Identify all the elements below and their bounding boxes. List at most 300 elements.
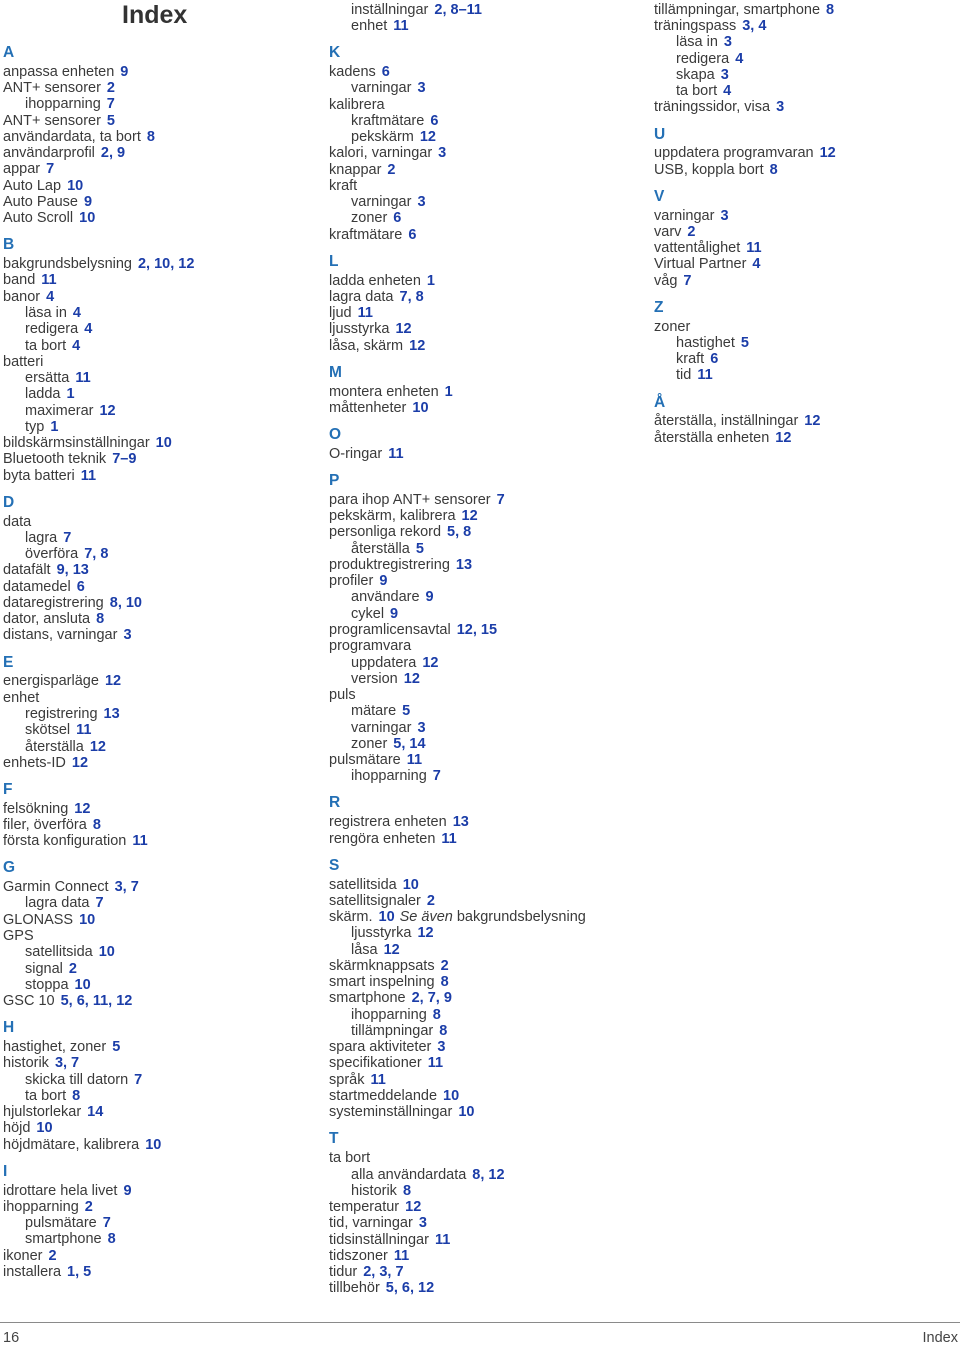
index-term: kalibrera [329,96,385,113]
index-entry [329,638,629,654]
index-term: ta bort [676,83,718,100]
index-page-numbers[interactable]: 1, 5 [67,1263,92,1280]
index-page-numbers[interactable]: 8 [72,1087,81,1104]
index-subentry [3,944,303,960]
index-term: användardata, ta bort [3,128,141,145]
index-page-numbers[interactable]: 7 [432,768,441,785]
index-subentry [3,96,303,112]
index-entry [654,18,954,34]
index-column-3 [654,2,954,446]
index-page-numbers[interactable]: 3 [418,1215,427,1232]
index-subentry [3,722,303,738]
index-page-numbers[interactable]: 2, 3, 7 [363,1264,404,1281]
index-term: band [3,272,36,289]
index-page-numbers[interactable]: 2 [48,1247,57,1264]
index-entry [3,928,303,944]
index-page-numbers[interactable]: 9 [425,589,434,606]
index-page-numbers[interactable]: 11 [388,445,404,462]
index-term: satellitsignaler [329,892,421,909]
index-term: rengöra enheten [329,830,436,847]
index-page-numbers[interactable]: 12 [383,941,400,958]
index-page-numbers[interactable]: 10 [412,399,429,416]
index-entry [3,514,303,530]
index-page-numbers[interactable]: 8 [92,816,101,833]
index-term: Auto Lap [3,177,62,194]
index-page-numbers[interactable]: 4 [723,83,732,100]
index-term: ersätta [25,370,70,387]
index-subentry [329,736,629,752]
page-title: Index [122,1,188,29]
index-term: återställa [351,540,410,557]
index-entry [329,1072,629,1088]
index-subentry [3,546,303,562]
index-term: para ihop ANT+ sensorer [329,491,491,508]
index-page-numbers[interactable]: 10 [67,177,84,194]
index-page-numbers[interactable]: 5 [740,334,749,351]
index-page-numbers[interactable]: 3 [417,80,426,97]
index-page-numbers[interactable]: 8 [826,1,835,18]
index-entry [654,224,954,240]
index-page-numbers[interactable]: 7 [63,529,72,546]
index-term: varningar [654,207,715,224]
index-page-numbers[interactable]: 10 [378,909,395,926]
index-page-numbers[interactable]: 7 [134,1071,143,1088]
index-page-numbers[interactable]: 9 [83,194,93,210]
index-page-numbers[interactable]: 8 [432,1006,441,1023]
index-entry [329,162,629,178]
index-letter-heading: E [3,653,14,671]
index-page-numbers[interactable]: 11 [132,833,148,850]
index-page-numbers[interactable]: 10 [402,876,419,893]
index-term: ANT+ sensorer [3,80,101,97]
index-page-numbers[interactable]: 11 [697,367,713,384]
index-page-numbers[interactable]: 5 [415,540,424,557]
index-term: ladda enheten [329,272,421,289]
index-term: banor [3,288,41,305]
index-term: vattentålighet [654,240,741,257]
index-page-numbers[interactable]: 8, 10 [109,594,142,611]
index-page-numbers[interactable]: 8 [439,1022,448,1039]
index-entry [3,113,303,129]
index-term: ljusstyrka [351,925,412,942]
index-entry [329,1232,629,1248]
index-page-numbers[interactable]: 11 [357,305,373,322]
index-term: enhets-ID [3,754,66,771]
index-term: idrottare hela livet [3,1182,118,1199]
index-page-numbers[interactable]: 12 [99,402,116,419]
index-letter-heading: Z [654,298,664,316]
index-page-numbers[interactable]: 9 [379,573,388,590]
index-subentry [3,530,303,546]
index-entry [3,1055,303,1071]
index-page-numbers[interactable]: 14 [87,1104,104,1121]
index-page-numbers[interactable]: 12 [419,129,436,146]
index-page-numbers[interactable]: 12 [405,1199,422,1216]
index-page-numbers[interactable]: 2 [426,892,435,909]
index-entry [3,435,303,451]
index-page-numbers[interactable]: 13 [455,556,473,573]
index-letter-heading: T [329,1130,339,1148]
index-page-numbers[interactable]: 12 [775,429,792,446]
index-subentry [654,67,954,83]
index-subentry [3,338,303,354]
index-page-numbers[interactable]: 7 [102,1215,111,1232]
index-term: tillämpningar, smartphone [654,1,821,18]
index-page-numbers[interactable]: 12 [819,145,836,162]
index-page-numbers[interactable]: 12 [461,508,478,525]
index-page-numbers[interactable]: 12 [403,670,420,687]
index-entry [3,912,303,928]
index-entry [329,1199,629,1215]
index-entry [3,80,303,96]
index-term: ihopparning [3,1198,79,1215]
index-term: datamedel [3,578,71,595]
index-page-numbers[interactable]: 12 [422,654,439,671]
index-term: Auto Pause [3,194,78,210]
index-entry [329,289,629,305]
index-page-numbers[interactable]: 4 [72,305,81,322]
index-letter-heading: A [3,43,15,61]
index-term: kalori, varningar [329,145,433,162]
index-subentry [3,419,303,435]
index-letter-heading: P [329,471,340,489]
index-page-numbers[interactable]: 11 [393,1247,410,1264]
footer-page-number: 16 [3,1330,20,1346]
index-page-numbers[interactable]: 11 [80,467,97,484]
index-entry [3,1104,303,1120]
index-term: cykel [351,605,385,622]
index-term: programlicensavtal [329,622,451,638]
index-page-numbers[interactable]: 2 [84,1198,93,1215]
index-page-numbers[interactable]: 3 [720,207,729,224]
index-page-numbers[interactable]: 11 [76,722,92,739]
index-page-numbers[interactable]: 6 [381,64,390,81]
index-term: ANT+ sensorer [3,112,101,129]
index-page-numbers[interactable]: 11 [75,370,91,387]
index-term: smart inspelning [329,974,435,991]
index-page-numbers[interactable]: 11 [427,1055,444,1072]
index-subentry [329,606,629,622]
index-letter-heading: L [329,252,339,270]
index-page-numbers[interactable]: 8, 12 [472,1166,505,1183]
index-page-numbers[interactable]: 11 [370,1071,386,1088]
index-page-numbers[interactable]: 10 [98,944,115,961]
index-page-numbers[interactable]: 11 [746,240,762,257]
index-term: startmeddelande [329,1088,438,1105]
index-entry [3,562,303,578]
index-page-numbers[interactable]: 3, 7 [114,879,139,896]
index-term: alla användardata [351,1166,467,1183]
index-page-numbers[interactable]: 3 [723,34,732,51]
index-page-numbers[interactable]: 3 [720,66,729,83]
index-page-numbers[interactable]: 7 [683,272,692,289]
index-term: ikoner [3,1247,43,1264]
index-page-numbers[interactable]: 2 [440,957,449,974]
index-page-numbers[interactable]: 3 [417,719,426,736]
index-entry [329,1055,629,1071]
index-page-numbers[interactable]: 8 [769,161,778,178]
index-term: varningar [351,80,412,97]
index-page-numbers[interactable]: 7, 8 [399,288,424,305]
index-page-numbers[interactable]: 13 [103,705,120,722]
index-page-numbers[interactable]: 4 [46,288,55,305]
index-page-numbers[interactable]: 2 [68,960,77,977]
index-page-numbers[interactable]: 5 [106,112,115,129]
index-page-numbers[interactable]: 4 [84,321,93,338]
index-letter-heading: I [3,1162,8,1180]
index-entry [329,273,629,289]
index-page-numbers[interactable]: 10 [458,1104,475,1121]
index-subentry [3,386,303,402]
index-page-numbers[interactable]: 9 [123,1182,132,1199]
index-page-numbers[interactable]: 11 [441,830,457,847]
index-entry [329,227,629,243]
index-column-1 [3,34,303,1280]
index-term: skapa [676,66,715,83]
index-page-numbers[interactable]: 12 [74,800,91,817]
see-also-term: bakgrundsbelysning [456,909,586,926]
index-page-numbers[interactable]: 12 [104,673,122,690]
index-subentry [329,703,629,719]
index-term: ladda [25,386,61,403]
index-term: stoppa [25,976,69,993]
index-subentry [329,129,629,145]
index-entry [329,1248,629,1264]
index-entry [329,446,629,462]
index-entry [329,877,629,893]
index-page-numbers[interactable]: 5, 8 [447,524,472,541]
index-term: återställa [25,738,84,755]
index-letter-heading: G [3,859,16,877]
index-page-numbers[interactable]: 8 [107,1231,116,1248]
index-entry [3,627,303,643]
index-page-numbers[interactable]: 7 [95,895,104,912]
index-page-numbers[interactable]: 8 [440,974,449,991]
index-page-numbers[interactable]: 2 [106,80,115,97]
index-term: ta bort [329,1150,371,1167]
index-page-numbers[interactable]: 9 [120,63,129,80]
index-page-numbers[interactable]: 5 [402,703,411,720]
index-entry [329,814,629,830]
index-page-numbers[interactable]: 10 [155,435,172,452]
index-entry [329,831,629,847]
index-term: kraft [676,351,705,368]
index-page-numbers[interactable]: 1 [66,386,75,403]
index-term: inställningar [351,1,429,18]
index-page-numbers[interactable]: 10 [79,911,96,928]
index-page-numbers[interactable]: 3 [438,145,447,162]
index-page-numbers[interactable]: 6 [430,112,439,129]
index-subentry [654,335,954,351]
index-term: batteri [3,353,44,370]
index-term: installera [3,1263,62,1280]
index-page-numbers[interactable]: 7 [496,491,505,508]
index-page-numbers[interactable]: 10 [74,976,91,993]
index-page-numbers[interactable]: 12 [71,754,89,771]
index-subentry [3,321,303,337]
index-entry [329,1215,629,1231]
index-entry [654,240,954,256]
index-entry [3,289,303,305]
index-page-numbers[interactable]: 9, 13 [56,562,89,579]
index-term: överföra [25,546,79,563]
index-entry [3,354,303,370]
index-page-numbers[interactable]: 5, 6, 12 [385,1280,435,1297]
index-page-numbers[interactable]: 10 [145,1136,162,1153]
index-page-numbers[interactable]: 12 [395,321,412,338]
index-term: första konfiguration [3,833,127,850]
index-page-numbers[interactable]: 12, 15 [456,622,498,638]
index-letter-heading: U [654,125,666,143]
index-entry [329,97,629,113]
index-subentry [3,706,303,722]
index-term: uppdatera [351,654,417,671]
index-page-numbers[interactable]: 2, 7, 9 [411,990,452,1007]
index-entry [654,273,954,289]
index-term: dataregistrering [3,594,104,611]
index-page-numbers[interactable]: 4 [752,256,761,273]
index-page-numbers[interactable]: 12 [417,925,434,942]
index-entry [3,210,303,226]
index-subentry [3,1215,303,1231]
index-page-numbers[interactable]: 11 [406,752,423,769]
index-entry [3,1137,303,1153]
index-page-numbers[interactable]: 3 [123,627,132,644]
index-page-numbers[interactable]: 8 [402,1182,412,1199]
index-entry [329,1150,629,1166]
index-term: zoner [351,210,388,227]
index-term: typ [25,418,45,435]
index-page-numbers[interactable]: 6 [393,210,402,227]
see-also-label: Se även [399,909,453,926]
index-term: kraftmätare [351,112,425,129]
index-page-numbers[interactable]: 2, 9 [100,145,126,162]
index-term: ihopparning [25,96,101,113]
index-term: språk [329,1071,365,1088]
index-term: zoner [351,735,388,752]
index-page-numbers[interactable]: 8 [146,128,155,145]
index-entry [654,145,954,161]
index-page-numbers[interactable]: 13 [452,814,469,831]
index-term: felsökning [3,800,69,817]
index-page-numbers[interactable]: 3, 7 [54,1055,80,1072]
index-entry [654,208,954,224]
index-page-numbers[interactable]: 12 [409,337,426,354]
index-page-numbers[interactable]: 7 [46,161,55,178]
index-term: enhet [351,18,388,35]
index-column-2 [329,2,629,1297]
index-entry [329,909,629,925]
index-entry [3,755,303,771]
index-entry [3,1264,303,1280]
index-page-numbers[interactable]: 12 [89,738,106,755]
index-term: lagra data [25,895,90,912]
index-entry [3,817,303,833]
index-entry [329,1088,629,1104]
index-term: uppdatera programvaran [654,145,814,162]
index-term: anpassa enheten [3,63,115,80]
index-subentry [3,977,303,993]
index-entry [329,178,629,194]
index-entry [3,1248,303,1264]
index-entry [329,958,629,974]
index-subentry [3,1088,303,1104]
index-page-numbers[interactable]: 6 [76,578,85,595]
index-entry [329,64,629,80]
index-entry [3,1183,303,1199]
index-page-numbers[interactable]: 7–9 [112,451,137,468]
index-page-numbers[interactable]: 7 [106,96,115,113]
index-term: måttenheter [329,399,407,416]
index-entry [329,338,629,354]
index-page-numbers[interactable]: 1 [444,383,453,400]
index-page-numbers[interactable]: 1 [426,272,435,289]
index-page-numbers[interactable]: 11 [393,18,409,35]
index-entry [329,1280,629,1296]
index-subentry [329,1007,629,1023]
index-page-numbers[interactable]: 4 [735,50,744,67]
index-entry [329,305,629,321]
index-term: programvara [329,638,412,655]
index-page-numbers[interactable]: 6 [710,351,719,368]
index-subentry [329,720,629,736]
index-page-numbers[interactable]: 2, 8–11 [434,1,482,18]
index-page-numbers[interactable]: 1 [50,418,59,435]
index-page-numbers[interactable]: 10 [443,1088,460,1105]
index-entry [329,145,629,161]
index-page-numbers[interactable]: 8 [96,611,105,628]
index-page-numbers[interactable]: 12 [804,413,821,430]
index-page-numbers[interactable]: 3 [417,194,426,211]
index-term: pekskärm [351,129,414,146]
index-term: hastighet [676,334,735,351]
index-page-numbers[interactable]: 3 [776,99,785,116]
index-subentry [329,113,629,129]
index-page-numbers[interactable]: 11 [434,1231,451,1248]
index-letter-heading: H [3,1019,15,1037]
index-page-numbers[interactable]: 9 [390,605,399,622]
index-page-numbers[interactable]: 2 [387,161,396,178]
index-page-numbers[interactable]: 4 [72,337,81,354]
index-term: användare [351,589,420,606]
index-page-numbers[interactable]: 5, 14 [393,735,426,752]
index-page-numbers[interactable]: 10 [79,210,96,227]
index-page-numbers[interactable]: 2, 10, 12 [137,256,195,273]
index-page-numbers[interactable]: 7, 8 [84,546,109,563]
index-term: puls [329,687,356,704]
index-page-numbers[interactable]: 10 [36,1120,53,1137]
index-page-numbers[interactable]: 6 [408,226,417,243]
index-page-numbers[interactable]: 5, 6, 11, 12 [60,993,133,1010]
index-page-numbers[interactable]: 11 [41,272,57,289]
index-term: personliga rekord [329,524,442,541]
index-subentry [329,671,629,687]
index-term: dator, ansluta [3,611,91,628]
index-page-numbers[interactable]: 5 [112,1039,121,1056]
index-term: GLONASS [3,911,74,928]
index-term: kadens [329,64,376,81]
index-term: registrering [25,705,98,722]
index-subentry [654,367,954,383]
index-entry [3,1039,303,1055]
index-page-numbers[interactable]: 3, 4 [742,18,767,35]
index-page-numbers[interactable]: 2 [687,223,696,240]
index-term: redigera [25,321,79,338]
index-page-numbers[interactable]: 3 [437,1039,446,1056]
index-letter-heading: D [3,493,15,511]
index-term: ta bort [25,337,67,354]
index-term: distans, varningar [3,627,118,644]
